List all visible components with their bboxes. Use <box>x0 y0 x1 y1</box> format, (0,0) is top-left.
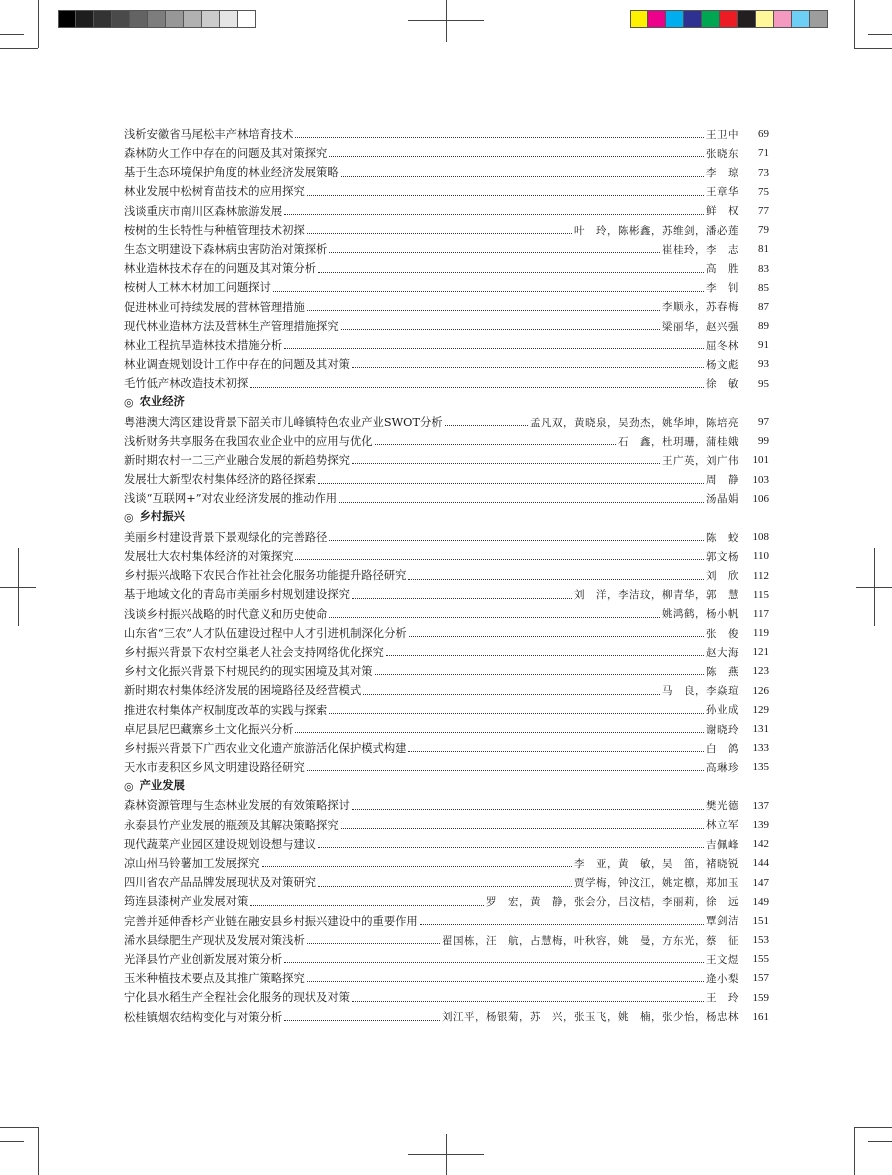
dot-leader <box>307 195 704 196</box>
dot-leader <box>318 483 704 484</box>
dot-leader <box>329 617 660 618</box>
crop-mark <box>0 34 24 35</box>
page-number: 153 <box>752 934 769 947</box>
registration-mark <box>874 548 875 626</box>
article-author: 石 鑫，杜玥珊，蒲桂娥 <box>618 435 739 448</box>
dot-leader <box>307 943 440 944</box>
dot-leader <box>318 847 704 848</box>
article-title: 松桂镇烟农结构变化与对策分析 <box>124 1010 283 1024</box>
article-title: 浅谈重庆市南川区森林旅游发展 <box>124 204 283 218</box>
article-author: 逄小梨 <box>706 972 739 985</box>
toc-entry[interactable] <box>124 409 769 428</box>
article-title: 现代林业造林方法及营林生产管理措施探究 <box>124 319 339 333</box>
article-author: 高琳珍 <box>706 761 739 774</box>
toc-entry[interactable] <box>124 179 769 198</box>
color-swatch <box>94 10 112 28</box>
color-swatch <box>774 10 792 28</box>
page-number: 121 <box>752 646 769 659</box>
section-title: 乡村振兴 <box>139 509 185 523</box>
dot-leader <box>409 636 704 637</box>
page-number: 69 <box>758 128 769 141</box>
dot-leader <box>341 176 704 177</box>
page-number: 147 <box>752 876 769 889</box>
color-swatch <box>792 10 810 28</box>
page-number: 89 <box>758 320 769 333</box>
page-number: 151 <box>752 914 769 927</box>
article-author: 周 静 <box>706 474 739 487</box>
article-title: 乡村振兴背景下农村空巢老人社会支持网络优化探究 <box>124 645 384 659</box>
article-title: 林业发展中松树育苗技术的应用探究 <box>124 185 305 199</box>
crop-mark <box>854 48 892 49</box>
registration-mark <box>18 548 19 626</box>
dot-leader <box>352 809 704 810</box>
article-author: 赵大海 <box>706 646 739 659</box>
article-author: 孟凡双，黄晓泉，吴劲杰，姚华坤，陈培亮 <box>530 416 739 429</box>
dot-leader <box>341 828 704 829</box>
grayscale-color-bar <box>58 10 256 28</box>
section-heading <box>124 390 769 409</box>
toc-entry[interactable] <box>124 198 769 217</box>
dot-leader <box>307 981 704 982</box>
toc-entry[interactable] <box>124 927 769 946</box>
article-author: 刘江平，杨银菊，苏 兴，张玉飞，姚 楠，张少怡，杨忠林 <box>442 1011 739 1024</box>
article-title: 生态文明建设下森林病虫害防治对策探析 <box>124 243 328 257</box>
toc-entry[interactable] <box>124 562 769 581</box>
article-title: 基于地域文化的青岛市美丽乡村规划建设探究 <box>124 588 350 602</box>
article-title: 促进林业可持续发展的营林管理措施 <box>124 300 305 314</box>
article-title: 粤港澳大湾区建设背景下韶关市儿峰镇特色农业产业SWOT分析 <box>124 415 443 429</box>
dot-leader <box>295 732 704 733</box>
toc-entry[interactable] <box>124 601 769 620</box>
article-title: 林业调查规划设计工作中存在的问题及其对策 <box>124 358 350 372</box>
color-swatch <box>684 10 702 28</box>
article-title: 乡村文化振兴背景下村规民约的现实困境及其对策 <box>124 665 373 679</box>
article-author: 张晓东 <box>706 147 739 160</box>
crop-mark <box>38 0 39 48</box>
toc-entry[interactable] <box>124 466 769 485</box>
page-number: 139 <box>752 818 769 831</box>
article-title: 卓尼县尼巴藏寨乡土文化振兴分析 <box>124 722 294 736</box>
page-number: 157 <box>752 972 769 985</box>
dot-leader <box>295 559 704 560</box>
article-author: 鲜 权 <box>706 205 739 218</box>
article-title: 发展壮大农村集体经济的对策探究 <box>124 550 294 564</box>
toc-entry[interactable] <box>124 236 769 255</box>
page-number: 103 <box>752 473 769 486</box>
crop-mark <box>854 1127 855 1175</box>
toc-entry[interactable] <box>124 543 769 562</box>
page-number: 144 <box>752 857 769 870</box>
dot-leader <box>262 866 572 867</box>
section-heading <box>124 505 769 524</box>
color-swatch <box>76 10 94 28</box>
page-number: 77 <box>758 204 769 217</box>
crop-mark <box>868 1141 892 1142</box>
article-author: 徐 敏 <box>706 378 739 391</box>
page-number: 110 <box>752 550 769 563</box>
page-number: 149 <box>752 895 769 908</box>
toc-entry[interactable] <box>124 486 769 505</box>
article-author: 翟国栋，汪 航，占慧梅，叶秋容，姚 曼，方东光，蔡 征 <box>442 934 739 947</box>
page-number: 85 <box>758 281 769 294</box>
article-author: 白 鸽 <box>706 742 739 755</box>
toc-entry[interactable] <box>124 869 769 888</box>
section-title: 农业经济 <box>139 394 185 408</box>
dot-leader <box>352 367 704 368</box>
color-swatch <box>58 10 76 28</box>
toc-entry[interactable] <box>124 294 769 313</box>
page-number: 119 <box>752 627 769 640</box>
color-swatch <box>756 10 774 28</box>
dot-leader <box>250 905 484 906</box>
color-swatch <box>810 10 828 28</box>
crop-mark <box>868 34 892 35</box>
article-author: 王 玲 <box>706 992 739 1005</box>
toc-entry[interactable] <box>124 984 769 1003</box>
dot-leader <box>284 348 704 349</box>
page-number: 73 <box>758 166 769 179</box>
toc-entry[interactable] <box>124 582 769 601</box>
article-title: 推进农村集体产权制度改革的实践与探索 <box>124 703 328 717</box>
article-author: 梁丽华，赵兴强 <box>662 320 739 333</box>
dot-leader <box>307 310 660 311</box>
page-number: 95 <box>758 377 769 390</box>
toc-entry[interactable] <box>124 889 769 908</box>
page-number: 117 <box>752 607 769 620</box>
registration-mark <box>446 0 447 42</box>
color-swatch <box>148 10 166 28</box>
dot-leader <box>341 329 660 330</box>
toc-entry[interactable] <box>124 735 769 754</box>
page-number: 108 <box>752 531 769 544</box>
page-number: 135 <box>752 761 769 774</box>
color-swatch <box>702 10 720 28</box>
toc-entry[interactable] <box>124 217 769 236</box>
toc-entry[interactable] <box>124 447 769 466</box>
page-number: 133 <box>752 742 769 755</box>
toc-entry[interactable] <box>124 524 769 543</box>
toc-entry[interactable] <box>124 275 769 294</box>
registration-mark <box>446 1134 447 1175</box>
page-number: 126 <box>752 684 769 697</box>
toc-entry[interactable] <box>124 965 769 984</box>
article-author: 姚鸿鹤，杨小帆 <box>662 608 739 621</box>
toc-entry[interactable] <box>124 697 769 716</box>
color-swatch <box>166 10 184 28</box>
article-title: 四川省农产品品牌发展现状及对策研究 <box>124 876 317 890</box>
section-heading <box>124 773 769 792</box>
article-title: 浅析财务共享服务在我国农业企业中的应用与优化 <box>124 434 373 448</box>
page-number: 131 <box>752 723 769 735</box>
section-title: 产业发展 <box>139 778 185 792</box>
crop-mark <box>38 1127 39 1175</box>
color-swatch <box>220 10 238 28</box>
toc-entry[interactable] <box>124 850 769 869</box>
article-author: 吉佩峰 <box>706 838 739 851</box>
article-title: 林业工程抗旱造林技术措施分析 <box>124 338 283 352</box>
crop-mark <box>0 1127 38 1128</box>
toc-entry[interactable] <box>124 332 769 351</box>
toc-entry[interactable] <box>124 140 769 159</box>
color-swatch <box>666 10 684 28</box>
dot-leader <box>445 425 528 426</box>
color-swatch <box>202 10 220 28</box>
article-title: 浠水县绿肥生产现状及发展对策浅析 <box>124 933 305 947</box>
article-author: 马 良，李焱瑄 <box>662 685 739 698</box>
article-author: 陈 燕 <box>706 665 739 678</box>
page-number: 155 <box>752 953 769 966</box>
article-author: 崔桂玲，李 志 <box>662 243 739 256</box>
dot-leader <box>329 713 704 714</box>
page-number: 91 <box>758 339 769 352</box>
article-author: 杨文彪 <box>706 358 739 371</box>
article-title: 凉山州马铃薯加工发展探究 <box>124 857 260 871</box>
dot-leader <box>420 924 704 925</box>
crop-mark <box>854 0 855 48</box>
article-title: 乡村振兴战略下农民合作社社会化服务功能提升路径研究 <box>124 569 407 583</box>
dot-leader <box>329 156 704 157</box>
page-number: 137 <box>752 799 769 812</box>
page-number: 129 <box>752 703 769 716</box>
article-author: 汤晶娟 <box>706 493 739 506</box>
page-number: 93 <box>758 358 769 371</box>
color-swatch <box>238 10 256 28</box>
toc-entry[interactable] <box>124 754 769 773</box>
page-number: 97 <box>758 416 769 428</box>
article-title: 浅谈乡村振兴战略的时代意义和历史使命 <box>124 607 328 621</box>
table-of-contents <box>124 121 769 1023</box>
dot-leader <box>318 272 704 273</box>
article-author: 屈冬林 <box>706 339 739 352</box>
article-title: 美丽乡村建设背景下景观绿化的完善路径 <box>124 530 328 544</box>
dot-leader <box>284 1020 440 1021</box>
dot-leader <box>273 291 704 292</box>
dot-leader <box>408 579 704 580</box>
dot-leader <box>375 674 704 675</box>
article-author: 王章华 <box>706 186 739 199</box>
article-title: 永泰县竹产业发展的瓶颈及其解决策略探究 <box>124 818 339 832</box>
toc-entry[interactable] <box>124 908 769 927</box>
dot-leader <box>408 751 704 752</box>
page-number: 87 <box>758 300 769 313</box>
page-number: 123 <box>752 665 769 678</box>
article-title: 毛竹低产林改造技术初探 <box>124 377 249 391</box>
article-title: 乡村振兴背景下广西农业文化遗产旅游活化保护模式构建 <box>124 741 407 755</box>
toc-entry[interactable] <box>124 946 769 965</box>
page-number: 161 <box>752 1010 769 1023</box>
article-title: 桉树人工林木材加工问题探讨 <box>124 281 271 295</box>
dot-leader <box>284 962 704 963</box>
page-number: 142 <box>752 838 769 851</box>
article-author: 叶 玲，陈彬鑫，苏维剑，潘必莲 <box>574 224 739 237</box>
section-bullet-icon: ◎ <box>124 510 134 524</box>
article-title: 山东省“三农”人才队伍建设过程中人才引进机制深化分析 <box>124 626 407 640</box>
toc-entry[interactable] <box>124 1004 769 1023</box>
toc-entry[interactable] <box>124 639 769 658</box>
toc-entry[interactable] <box>124 677 769 696</box>
process-color-bar <box>630 10 828 28</box>
article-title: 桉树的生长特性与种植管理技术初探 <box>124 223 305 237</box>
article-title: 光泽县竹产业创新发展对策分析 <box>124 952 283 966</box>
dot-leader <box>363 694 660 695</box>
article-title: 森林资源管理与生态林业发展的有效策略探讨 <box>124 799 350 813</box>
toc-entry[interactable] <box>124 658 769 677</box>
dot-leader <box>352 598 572 599</box>
dot-leader <box>329 252 660 253</box>
article-author: 高 胜 <box>706 263 739 275</box>
toc-entry[interactable] <box>124 370 769 389</box>
article-author: 李 亚，黄 敏，吴 笛，褚晓锐 <box>574 857 739 870</box>
article-title: 新时期农村集体经济发展的困境路径及经营模式 <box>124 684 362 698</box>
dot-leader <box>307 233 572 234</box>
article-title: 森林防火工作中存在的问题及其对策探究 <box>124 147 328 161</box>
article-title: 现代蔬菜产业园区建设规划设想与建议 <box>124 837 317 851</box>
article-author: 李顺永，苏春梅 <box>662 301 739 314</box>
section-bullet-icon: ◎ <box>124 395 134 409</box>
article-author: 林立军 <box>706 819 739 832</box>
page-number: 83 <box>758 262 769 275</box>
article-author: 谢晓玲 <box>706 723 739 736</box>
article-author: 李 钊 <box>706 282 739 295</box>
article-author: 陈 蛟 <box>706 531 739 544</box>
dot-leader <box>295 137 704 138</box>
page-number: 79 <box>758 224 769 237</box>
dot-leader <box>318 886 572 887</box>
dot-leader <box>284 214 704 215</box>
crop-mark <box>0 1141 24 1142</box>
crop-mark <box>854 1127 892 1128</box>
page-number: 159 <box>752 991 769 1004</box>
section-bullet-icon: ◎ <box>124 779 134 793</box>
toc-entry[interactable] <box>124 351 769 370</box>
color-swatch <box>112 10 130 28</box>
color-swatch <box>720 10 738 28</box>
article-author: 郭文杨 <box>706 550 739 563</box>
page-number: 99 <box>758 435 769 448</box>
article-author: 王卫中 <box>706 128 739 141</box>
article-title: 玉米种植技术要点及其推广策略探究 <box>124 972 305 986</box>
page-number: 75 <box>758 185 769 198</box>
toc-entry[interactable] <box>124 831 769 850</box>
article-title: 林业造林技术存在的问题及其对策分析 <box>124 262 317 276</box>
toc-entry[interactable] <box>124 793 769 812</box>
dot-leader <box>352 463 660 464</box>
page-number: 112 <box>752 569 769 582</box>
article-author: 樊光德 <box>706 800 739 813</box>
article-title: 新时期农村一二三产业融合发展的新趋势探究 <box>124 454 350 468</box>
page-number: 115 <box>752 588 769 601</box>
color-swatch <box>630 10 648 28</box>
color-swatch <box>648 10 666 28</box>
color-swatch <box>184 10 202 28</box>
dot-leader <box>339 502 704 503</box>
color-swatch <box>738 10 756 28</box>
article-title: 完善并延伸香杉产业链在融安县乡村振兴建设中的重要作用 <box>124 914 418 928</box>
toc-entry[interactable] <box>124 620 769 639</box>
page-number: 81 <box>758 243 769 256</box>
toc-entry[interactable] <box>124 121 769 140</box>
article-title: 筠连县漆树产业发展对策 <box>124 895 249 909</box>
dot-leader <box>352 1001 704 1002</box>
article-author: 李 琼 <box>706 167 739 180</box>
article-author: 王广英，刘广伟 <box>662 454 739 467</box>
article-title: 浅析安徽省马尾松丰产林培育技术 <box>124 127 294 141</box>
article-author: 刘 欣 <box>706 570 739 582</box>
article-title: 宁化县水稻生产全程社会化服务的现状及对策 <box>124 991 350 1005</box>
article-author: 贾学梅，钟汶江，姚定檩，郑加玉 <box>574 877 739 889</box>
toc-entry[interactable] <box>124 313 769 332</box>
dot-leader <box>307 770 704 771</box>
dot-leader <box>250 387 704 388</box>
toc-entry[interactable] <box>124 428 769 447</box>
color-swatch <box>130 10 148 28</box>
toc-entry[interactable] <box>124 255 769 274</box>
article-author: 罗 宏，黄 静，张会分，吕汶桔，李丽莉，徐 远 <box>486 896 739 909</box>
article-author: 覃剑洁 <box>706 915 739 928</box>
article-author: 孙业成 <box>706 704 739 717</box>
toc-entry[interactable] <box>124 812 769 831</box>
article-title: 浅谈“互联网+”对农业经济发展的推动作用 <box>124 492 338 506</box>
article-author: 王文煜 <box>706 953 739 966</box>
article-title: 发展壮大新型农村集体经济的路径探索 <box>124 473 317 487</box>
dot-leader <box>375 444 616 445</box>
dot-leader <box>329 540 704 541</box>
crop-mark <box>0 48 38 49</box>
page-number: 71 <box>758 147 769 160</box>
dot-leader <box>386 655 704 656</box>
page-number: 106 <box>752 492 769 505</box>
page-number: 101 <box>752 454 769 467</box>
toc-entry[interactable] <box>124 716 769 735</box>
article-title: 基于生态环境保护角度的林业经济发展策略 <box>124 166 339 180</box>
article-author: 刘 洋，李洁玟，柳青华，郭 慧 <box>574 589 739 602</box>
article-author: 张 俊 <box>706 627 739 640</box>
toc-entry[interactable] <box>124 159 769 178</box>
article-title: 天水市麦积区乡风文明建设路径研究 <box>124 761 305 775</box>
